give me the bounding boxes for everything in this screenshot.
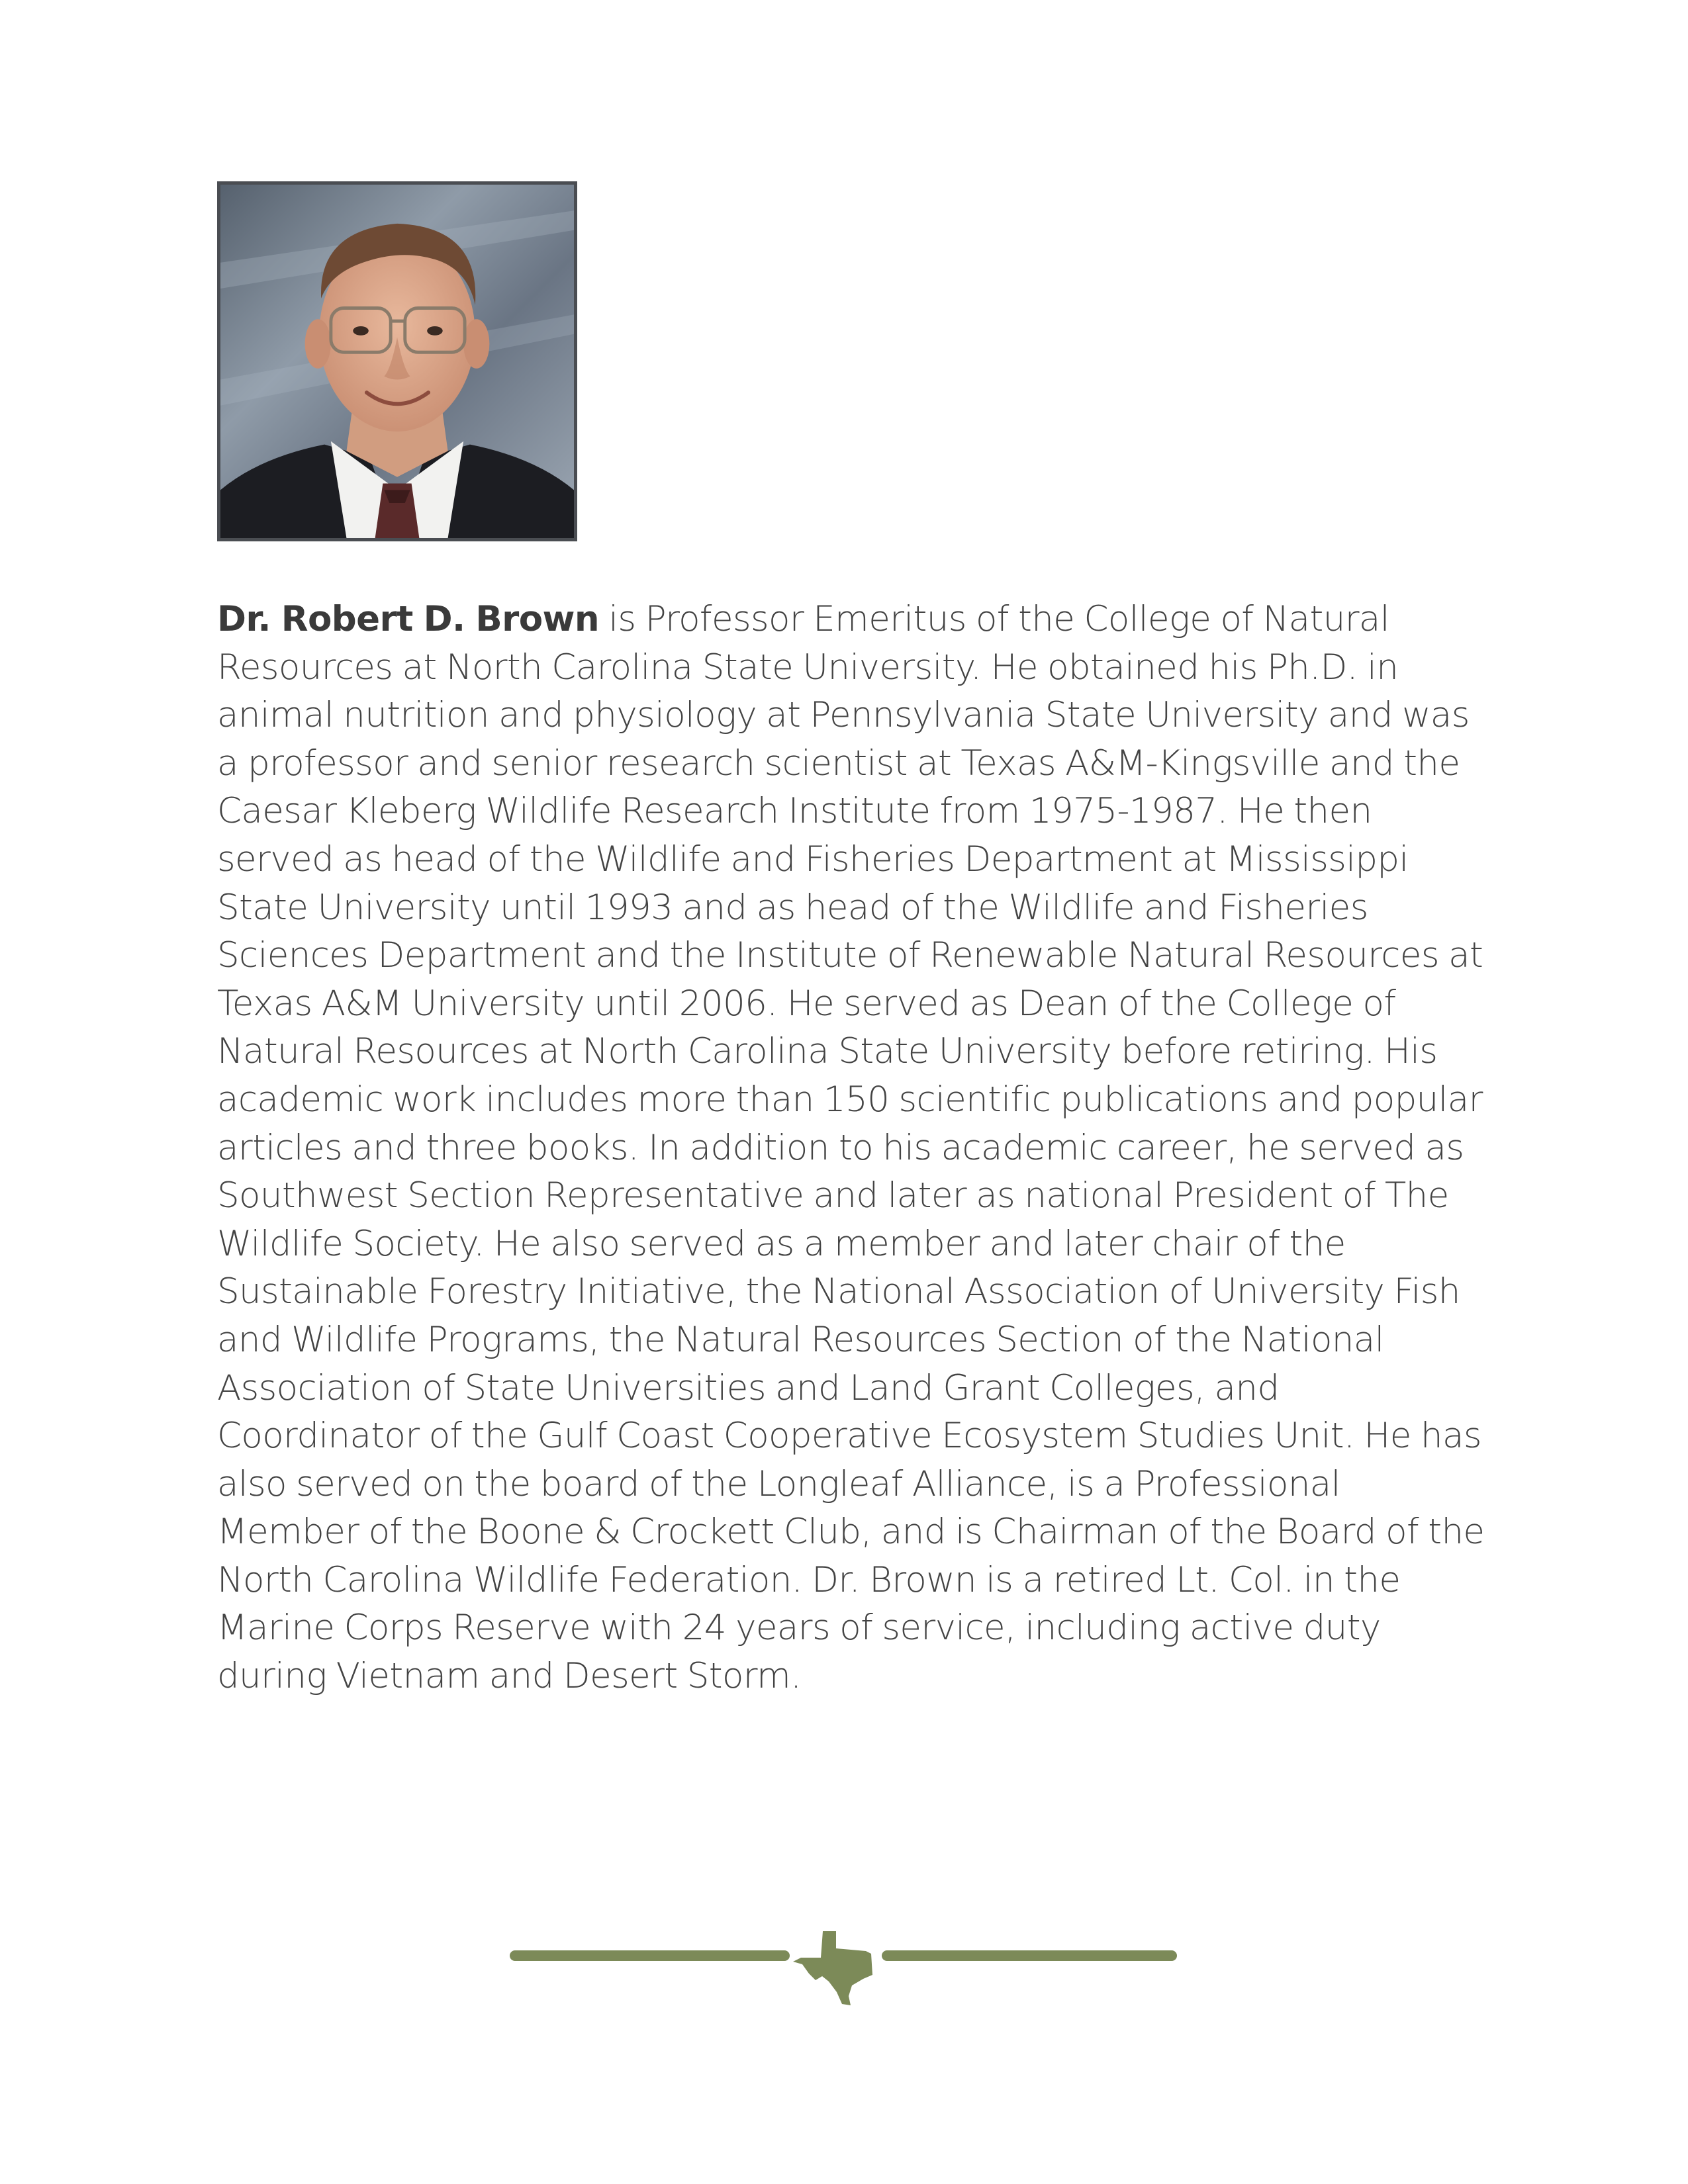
- bio-text: is Professor Emeritus of the College of Natural Resources at North Carolina State University. He obtained his Ph.D. in animal nutrition and physiology at Pennsylvania State University and was a professor and senior research scientist at Texas A&M-Kingsville and the Caesar Kleberg Wildlife Research Institute from 1975-1987. He then served as head of the Wildlife and Fisheries Department at Mississippi State University until 1993 and as head of the Wildlife and Fisheries Sciences Department and the Institute of Renewable Natural Resources at Texas A&M University until 2006. He served as Dean of the College of Natural Resources at North Carolina State University before retiring. His academic work includes more than 150 scientific publications and popular articles and three books. In addition to his academic career, he served as Southwest Section Representative and later as national President of The Wildlife Society. He also served as a member and later chair of the Sustainable Forestry Initiative, the National Association of University Fish and Wildlife Programs, the Natural Resources Section of the National Association of State Universities and Land Grant Colleges, and Coordinator of the Gulf Coast Cooperative Ecosystem Studies Unit. He has also served on the board of the Longleaf Alliance, is a Professional Member of the Boone & Crockett Club, and is Chairman of the Board of the North Carolina Wildlife Federation. Dr. Brown is a retired Lt. Col. in the Marine Corps Reserve with 24 years of service, including active duty during Vietnam and Desert Storm.: [217, 599, 1485, 1697]
- bio-name: Dr. Robert D. Brown: [217, 599, 600, 639]
- biography-paragraph: [217, 596, 1488, 1701]
- author-portrait: [217, 181, 577, 541]
- person-portrait-photo: [220, 185, 574, 538]
- texas-state-icon: [793, 1931, 872, 2005]
- divider-ornament: [510, 1919, 1178, 2005]
- texas-divider: [510, 1919, 1178, 2005]
